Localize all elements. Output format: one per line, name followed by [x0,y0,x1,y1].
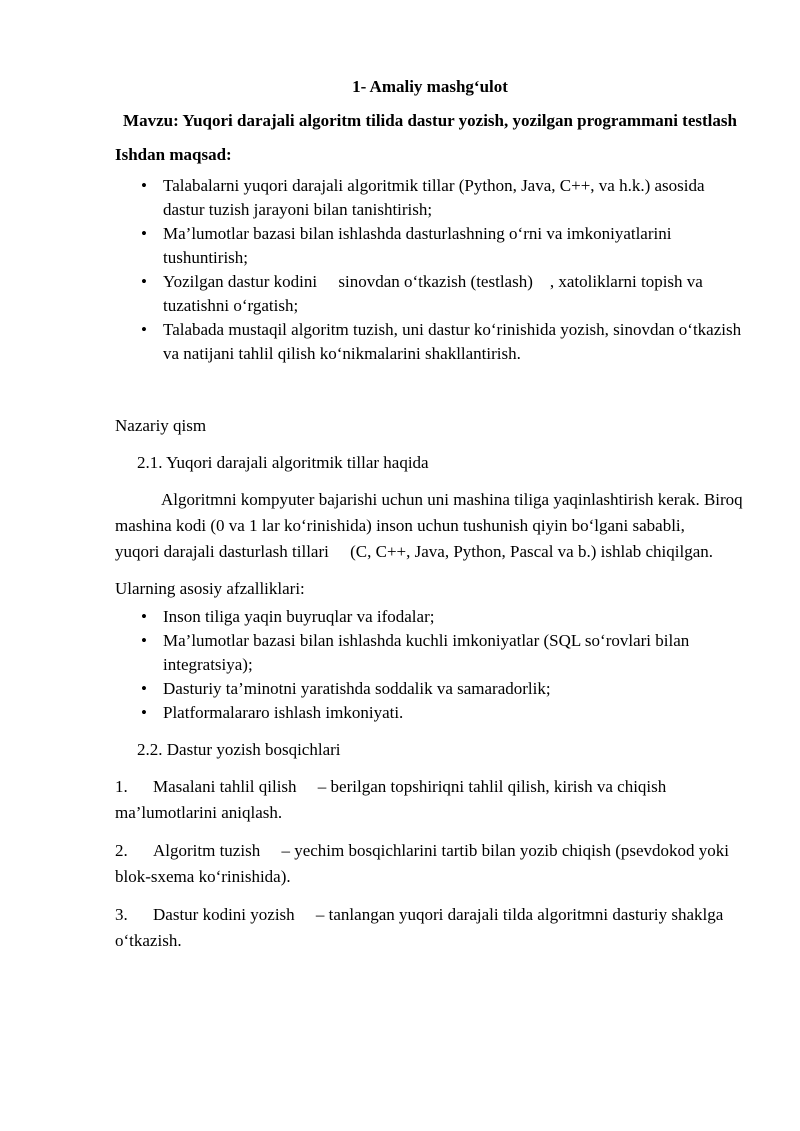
list-item [115,629,745,677]
advantage-text: Ma’lumotlar bazasi bilan ishlashda kuchli imkoniyatlar (SQL so‘rovlari bilan integratsiya); [163,631,690,674]
step-number: 1. [115,777,128,796]
section-heading-2-2: 2.2. Dastur yozish bosqichlari [137,740,341,759]
bullet-icon: • [141,703,147,722]
advantage-text: Platformalararo ishlash imkoniyati. [163,703,404,722]
bullet-icon: • [141,631,147,650]
section-heading-2-1: 2.1. Yuqori darajali algoritmik tillar haqida [137,453,429,472]
goal-heading: Ishdan maqsad: [115,145,232,164]
document-topic: Mavzu: Yuqori darajali algoritm tilida dastur yozish, yozilgan programmani testlash [123,111,737,130]
step-item [115,902,745,954]
paragraph-text: Algoritmni kompyuter bajarishi uchun uni mashina tiliga yaqinlashtirish kerak. Biroq mashina kodi (0 va 1 lar ko‘rinishida) inson uchun tushunish qiyin bo‘lgani sababli, yuqori darajali dasturlash tillari (C, C++, Java, Python, Pascal va b.) ishlab chiqilgan. [115,490,747,561]
theory-label: Nazariy qism [115,416,207,435]
step-item [115,838,745,890]
list-item [115,174,745,222]
step-number: 3. [115,905,128,924]
bullet-icon: • [141,272,147,291]
list-item [115,605,745,629]
advantage-text: Dasturiy ta’minotni yaratishda soddalik va samaradorlik; [163,679,551,698]
goal-text: Yozilgan dastur kodini sinovdan o‘tkazish (testlash) , xatoliklarni topish va tuzatishni o‘rgatish; [163,272,708,315]
step-number: 2. [115,841,128,860]
list-item [115,270,745,318]
document-page [115,72,745,954]
advantage-text: Inson tiliga yaqin buyruqlar va ifodalar; [163,607,435,626]
advantages-list [115,605,745,725]
goal-list [115,174,745,366]
document-title: 1- Amaliy mashg‘ulot [352,77,508,96]
bullet-icon: • [141,224,147,243]
step-text: Masalani tahlil qilish – berilgan topshiriqni tahlil qilish, kirish va chiqish ma’lumotlarini aniqlash. [115,777,671,822]
list-item [115,222,745,270]
goal-text: Ma’lumotlar bazasi bilan ishlashda dasturlashning o‘rni va imkoniyatlarini tushuntirish; [163,224,672,267]
goal-text: Talabada mustaqil algoritm tuzish, uni dastur ko‘rinishida yozish, sinovdan o‘tkazish va natijani tahlil qilish ko‘nikmalarini shakllantirish. [163,320,742,363]
bullet-icon: • [141,320,147,339]
bullet-icon: • [141,176,147,195]
goal-text: Talabalarni yuqori darajali algoritmik tillar (Python, Java, C++, va h.k.) asosida dastur tuzish jarayoni bilan tanishtirish; [163,176,705,219]
step-item [115,774,745,826]
bullet-icon: • [141,607,147,626]
paragraph-2-1 [115,487,745,565]
advantages-heading: Ularning asosiy afzalliklari: [115,579,305,598]
list-item [115,318,745,366]
list-item [115,677,745,701]
step-text: Algoritm tuzish – yechim bosqichlarini tartib bilan yozib chiqish (psevdokod yoki blok-sxema ko‘rinishida). [115,841,734,886]
bullet-icon: • [141,679,147,698]
step-text: Dastur kodini yozish – tanlangan yuqori darajali tilda algoritmni dasturiy shaklga o‘tkazish. [115,905,728,950]
list-item [115,701,745,725]
